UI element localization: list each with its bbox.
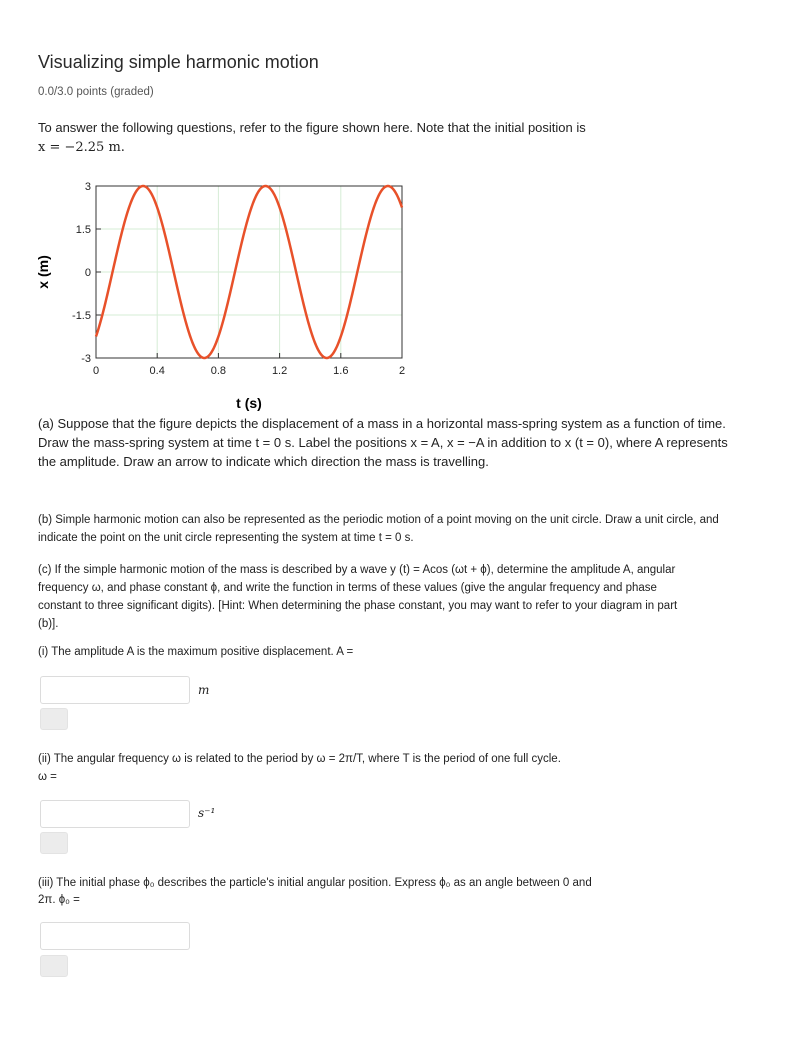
angular-frequency-unit: s⁻¹ <box>198 806 216 820</box>
displacement-chart <box>30 172 420 412</box>
angular-frequency-submit-button[interactable] <box>40 832 68 854</box>
amplitude-unit: m <box>198 683 210 697</box>
part-c-text: (c) If the simple harmonic motion of the mass is described by a wave y (t) = Acos (ωt + ϕ), determine the amplitude A, angular frequency ω, and phase constant ϕ, and write the function in terms of these values (give the angular frequency and phase constant to three significant digits). [Hint: When determining the phase constant, you may want to refer to your diagram in part (b)]. <box>38 564 678 630</box>
intro-sentence: To answer the following questions, refer to the figure shown here. Note that the initial position is <box>38 120 586 135</box>
sub-i-label: (i) The amplitude A is the maximum positive displacement. A = <box>38 646 354 658</box>
intro-initial-position: x = −2.25 m. <box>38 140 125 155</box>
part-a-text: (a) Suppose that the figure depicts the displacement of a mass in a horizontal mass-spring system as a function of time. Draw the mass-spring system at time t = 0 s. Label the positions x = A, x = −A in addition to x (t = 0), where A represents the amplitude. Draw an arrow to indicate which direction the mass is travelling. <box>38 416 728 469</box>
x-tick-label: 0 <box>92 365 100 377</box>
x-tick-label: 2 <box>398 365 406 377</box>
x-tick-label: 0.4 <box>149 365 165 377</box>
sub-ii-label: (ii) The angular frequency ω is related to the period by ω = 2π/T, where T is the period of one full cycle. <box>38 753 561 765</box>
y-tick-label: 3 <box>84 181 91 193</box>
x-axis-label: t (s) <box>236 395 262 411</box>
intro-text <box>38 118 738 157</box>
sub-iii-label-phi: 2π. ϕ₀ = <box>38 894 80 906</box>
amplitude-input[interactable] <box>40 676 190 704</box>
x-tick-label: 1.2 <box>271 365 288 377</box>
points-label: 0.0/3.0 points (graded) <box>38 86 154 98</box>
y-tick-label: -1.5 <box>72 310 91 322</box>
amplitude-submit-button[interactable] <box>40 708 68 730</box>
question-title: Visualizing simple harmonic motion <box>38 52 319 72</box>
sub-ii-label-omega: ω = <box>38 771 57 783</box>
part-b-text: (b) Simple harmonic motion can also be represented as the periodic motion of a point moving on the unit circle. Draw a unit circle, and indicate the point on the unit circle representing the system at time t = 0 s. <box>38 514 719 544</box>
angular-frequency-input[interactable] <box>40 800 190 828</box>
phase-input[interactable] <box>40 922 190 950</box>
sub-iii-label: (iii) The initial phase ϕ₀ describes the particle's initial angular position. Express ϕ₀ as an angle between 0 and <box>38 877 592 889</box>
x-tick-label: 1.6 <box>333 365 349 377</box>
y-axis-label: x (m) <box>35 255 51 289</box>
y-tick-label: -3 <box>81 353 91 365</box>
phase-submit-button[interactable] <box>40 955 68 977</box>
x-tick-label: 0.8 <box>210 365 227 377</box>
y-tick-label: 1.5 <box>75 224 91 236</box>
y-tick-label: 0 <box>84 267 91 279</box>
